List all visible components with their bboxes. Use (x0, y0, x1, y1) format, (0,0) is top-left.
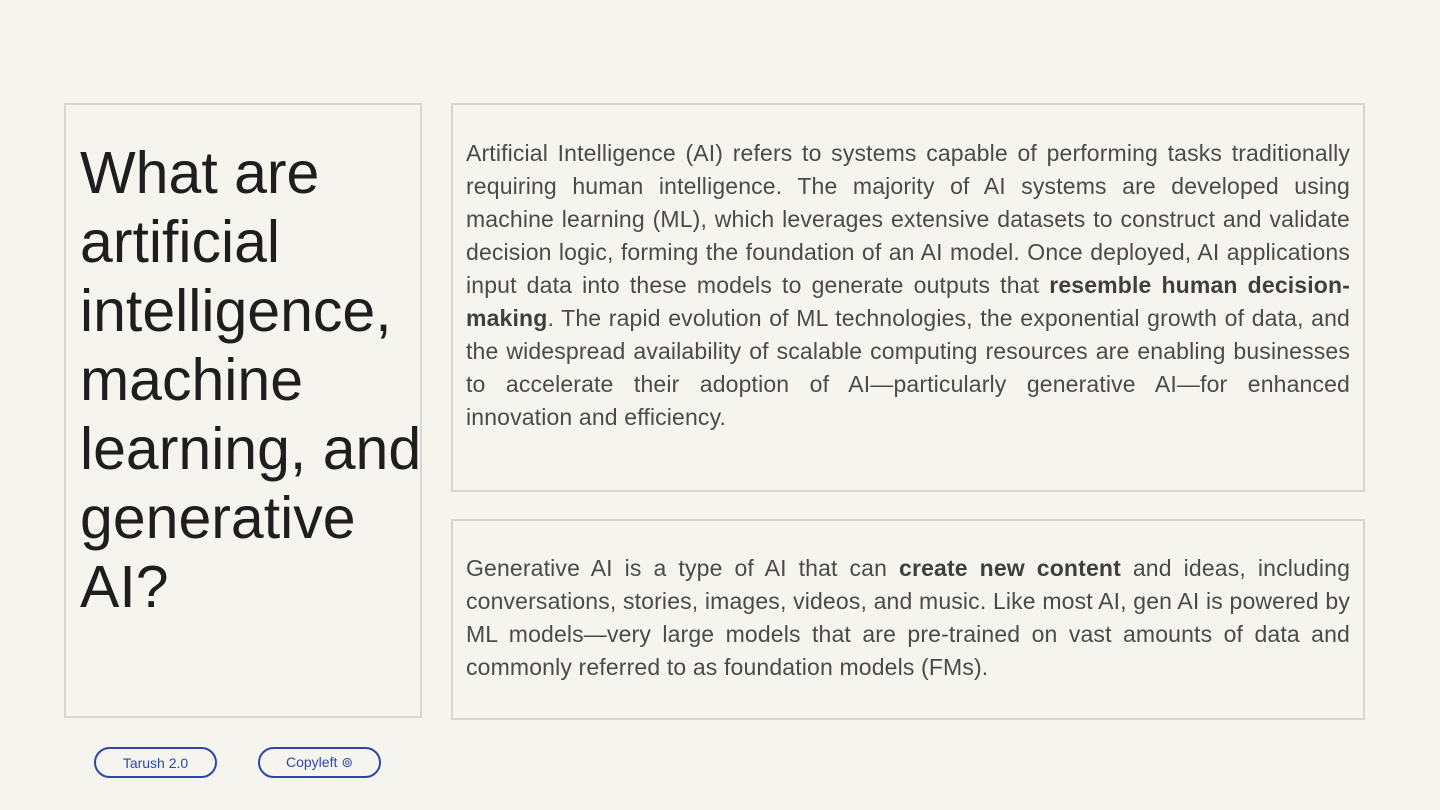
ai-definition-text-start: Artificial Intelligence (AI) refers to systems capable of performing tasks traditionally requiring human intelligence. The majority of AI systems are developed using machine learning (ML), which leverages extensive datasets to construct and validate decision logic, forming the foundation of an AI model. Once deployed, AI applications input data into these models to generate outputs that (466, 140, 1350, 298)
genai-definition-highlight: create new content (899, 555, 1121, 581)
copyleft-badge: Copyleft ⊚ (258, 747, 381, 778)
genai-definition-text-end: and ideas, including conversations, stories, images, videos, and music. Like most AI, gen AI is powered by ML models—very large models that are pre-trained on vast amounts of data and commonly referred to as foundation models (FMs). (466, 555, 1351, 680)
ai-definition-card (451, 103, 1365, 492)
page-title: What are artificial intelligence, machine learning, and generative AI? (80, 140, 422, 620)
author-badge: Tarush 2.0 (94, 747, 217, 778)
ai-definition-text-end: . The rapid evolution of ML technologies, the exponential growth of data, and the widespread availability of scalable computing resources are enabling businesses to accelerate their adoption of AI—particularly generative AI—for enhanced innovation and efficiency. (466, 305, 1350, 430)
ai-definition-text (466, 137, 1350, 434)
genai-definition-card (451, 519, 1365, 720)
ai-definition-highlight: resemble human decision-making (466, 272, 1350, 331)
title-panel (64, 103, 422, 718)
genai-definition-text (466, 552, 1350, 684)
genai-definition-text-start: Generative AI is a type of AI that can (466, 555, 900, 581)
